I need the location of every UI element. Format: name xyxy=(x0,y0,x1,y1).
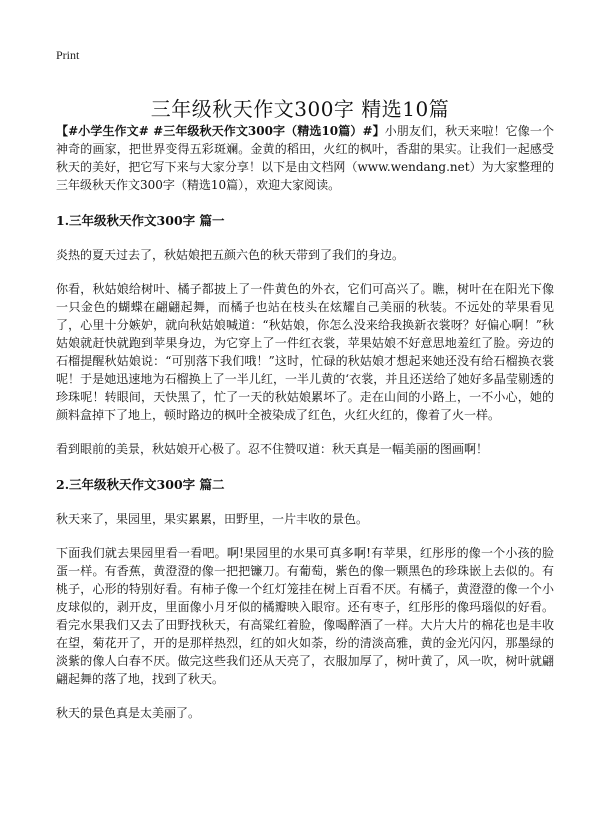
intro-paragraph xyxy=(56,122,554,194)
section-paragraph: 秋天的景色真是太美丽了。 xyxy=(56,706,201,720)
intro-text: 小朋友们，秋天来啦！它像一个神奇的画家，把世界变得五彩斑斓。金黄的稻田，火红的枫叶，香甜的果实。让我们一起感受秋天的美好，把它写下来与大家分享！以下是由文档网（www.wendang.net）为大家整理的三年级秋天作文300字（精选10篇），欢迎大家阅读。 xyxy=(56,124,554,192)
print-label[interactable]: Print xyxy=(56,48,80,62)
section-paragraph: 秋天来了，果园里，果实累累，田野里，一片丰收的景色。 xyxy=(56,512,369,526)
article-body xyxy=(56,122,554,722)
intro-tag: 【#小学生作文# #三年级秋天作文300字（精选10篇）#】 xyxy=(56,124,385,138)
section-paragraph: 炎热的夏天过去了，秋姑娘把五颜六色的秋天带到了我们的身边。 xyxy=(56,248,405,262)
section-paragraph: 你看，秋姑娘给树叶、橘子都披上了一件黄色的外衣，它们可高兴了。瞧，树叶在在阳光下像一只金色的蝴蝶在翩翩起舞，而橘子也站在枝头在炫耀自己美丽的秋装。不远处的苹果看见了，心里十分嫉妒，就向秋姑娘喊道：“秋姑娘，你怎么没来给我换新衣裳呀？好偏心啊！”秋姑娘就赶快就跑到苹果身边，为它穿上了一件红衣裳，苹果姑娘不好意思地羞红了脸。旁边的石榴提醒秋姑娘说：“可别落下我们哦！”这时，忙碌的秋姑娘才想起来她还没有给石榴换衣裳呢！于是她迅速地为石榴换上了一半儿红，一半儿黄的‘衣裳，并且还送给了她好多晶莹剔透的珍珠呢！转眼间，天快黑了，忙了一天的秋姑娘累坏了。走在山间的小路上，一不小心，她的颜料盒掉下了地上，顿时路边的枫叶全被染成了红色，火红火红的，像着了火一样。 xyxy=(56,282,554,422)
page-title: 三年级秋天作文300字 精选10篇 xyxy=(150,97,450,122)
section-heading: 1.三年级秋天作文300字 篇一 xyxy=(56,213,225,228)
section-heading: 2.三年级秋天作文300字 篇二 xyxy=(56,477,225,492)
section-paragraph: 下面我们就去果园里看一看吧。啊!果园里的水果可真多啊!有苹果，红彤彤的像一个小孩的脸蛋一样。有香蕉，黄澄澄的像一把把镰刀。有葡萄，紫色的像一颗黑色的珍珠嵌上去似的。有桃子，心形的特别好看。有柿子像一个红灯笼挂在树上百看不厌。有橘子，黄澄澄的像一个小皮球似的，剥开皮，里面像小月牙似的橘瓣映入眼帘。还有枣子，红彤彤的像玛瑙似的好看。看完水果我们又去了田野找秋天，有高粱红着脸，像喝醉酒了一样。大片大片的棉花也是丰收在望，菊花开了，开的是那样热烈，红的如火如荼，纷的清淡高雅，黄的金光闪闪，那墨绿的淡紫的像人白春不厌。做完这些我们还从天亮了，衣服加厚了，树叶黄了，风一吹，树叶就翩翩起舞的落了地，找到了秋天。 xyxy=(56,546,554,686)
section-paragraph: 看到眼前的美景，秋姑娘开心极了。忍不住赞叹道：秋天真是一幅美丽的图画啊！ xyxy=(56,442,489,456)
